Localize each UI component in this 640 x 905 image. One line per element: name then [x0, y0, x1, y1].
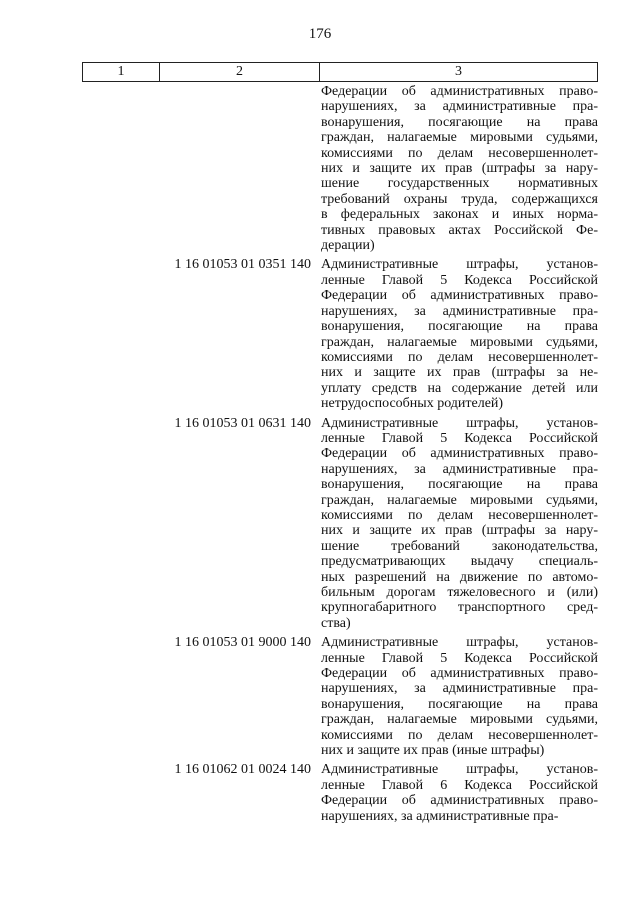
description-line: Административные штрафы, установ- — [321, 635, 598, 651]
table-row — [82, 84, 598, 253]
table-body — [82, 84, 598, 828]
description-line: нарушениях, за административные пра- — [321, 303, 598, 319]
budget-code: 1 16 01053 01 0631 140 — [174, 415, 311, 431]
description-line: ленные Главой 5 Кодекса Российской — [321, 650, 598, 666]
description-line: граждан, налагаемые мировыми судьями, — [321, 712, 598, 728]
description-line: Федерации об административных право- — [321, 84, 598, 99]
description-line: Федерации об административных право- — [321, 288, 598, 304]
budget-code: 1 16 01053 01 0351 140 — [174, 257, 311, 273]
description-line: них и защите их прав (штрафы за не- — [321, 365, 598, 381]
description-line: граждан, налагаемые мировыми судьями, — [321, 334, 598, 350]
code-description — [319, 635, 598, 758]
description-line: вонарушения, посягающие на права — [321, 319, 598, 335]
budget-code: 1 16 01053 01 9000 140 — [174, 635, 311, 651]
description-line: Федерации об административных право- — [321, 666, 598, 682]
header-col-2: 2 — [160, 63, 320, 81]
table-row — [82, 416, 598, 632]
description-line: Административные штрафы, установ- — [321, 415, 598, 431]
description-line: комиссиями по делам несовершеннолет- — [321, 349, 598, 365]
description-line: крупногабаритного транспортного сред- — [321, 600, 598, 616]
description-line: вонарушения, посягающие на права — [321, 696, 598, 712]
description-line: бильным дорогам тяжеловесного и (или) — [321, 585, 598, 600]
table-row — [82, 257, 598, 411]
description-line: ленные Главой 5 Кодекса Российской — [321, 272, 598, 288]
table-row — [82, 762, 598, 824]
description-line: вонарушения, посягающие на права — [321, 114, 598, 130]
description-line: требований охраны труда, содержащихся — [321, 191, 598, 207]
header-col-3: 3 — [455, 64, 462, 79]
description-line: шение государственных нормативных — [321, 176, 598, 192]
description-line: граждан, налагаемые мировыми судьями, — [321, 492, 598, 508]
description-line: комиссиями по делам несовершеннолет- — [321, 507, 598, 523]
description-line: комиссиями по делам несовершеннолет- — [321, 145, 598, 161]
description-line: Федерации об административных право- — [321, 793, 598, 809]
description-line: нарушениях, за административные пра- — [321, 681, 598, 697]
description-line: в федеральных законах и иных норма- — [321, 207, 598, 223]
description-line: них и защите их прав (штрафы за нару- — [321, 161, 598, 177]
table-header — [82, 62, 598, 82]
budget-code: 1 16 01062 01 0024 140 — [174, 762, 311, 778]
code-description — [319, 257, 598, 411]
description-line: нарушениях, за административные пра- — [321, 461, 598, 477]
description-line: дерации) — [321, 238, 375, 254]
code-description — [319, 416, 598, 632]
page-number: 176 — [308, 26, 332, 42]
description-line: нетрудоспособных родителей) — [321, 396, 504, 412]
description-line: Административные штрафы, установ- — [321, 257, 598, 273]
description-line: вонарушения, посягающие на права — [321, 477, 598, 493]
description-line: Федерации об административных право- — [321, 446, 598, 462]
table-row — [82, 635, 598, 758]
description-line: них и защите их прав (штрафы за нару- — [321, 523, 598, 539]
code-description — [319, 84, 598, 253]
description-line: уплату средств на содержание детей или — [321, 380, 598, 396]
description-line: граждан, налагаемые мировыми судьями, — [321, 130, 598, 146]
code-description — [319, 762, 598, 824]
description-line: ных разрешений на движение по автомо- — [321, 569, 598, 585]
description-line: ленные Главой 5 Кодекса Российской — [321, 430, 598, 446]
description-line: ленные Главой 6 Кодекса Российской — [321, 777, 598, 793]
description-line: нарушениях, за административные пра- — [321, 808, 559, 824]
description-line: ства) — [321, 615, 351, 631]
description-line: комиссиями по делам несовершеннолет- — [321, 727, 598, 743]
description-line: нарушениях, за административные пра- — [321, 99, 598, 115]
description-line: шение требований законодательства, — [321, 538, 598, 554]
budget-code — [82, 84, 319, 253]
description-line: Административные штрафы, установ- — [321, 762, 598, 778]
description-line: тивных правовых актах Российской Фе- — [321, 222, 598, 238]
description-line: них и защите их прав (иные штрафы) — [321, 743, 545, 759]
header-col-1: 1 — [83, 63, 160, 81]
description-line: предусматривающих выдачу специаль- — [321, 554, 598, 570]
